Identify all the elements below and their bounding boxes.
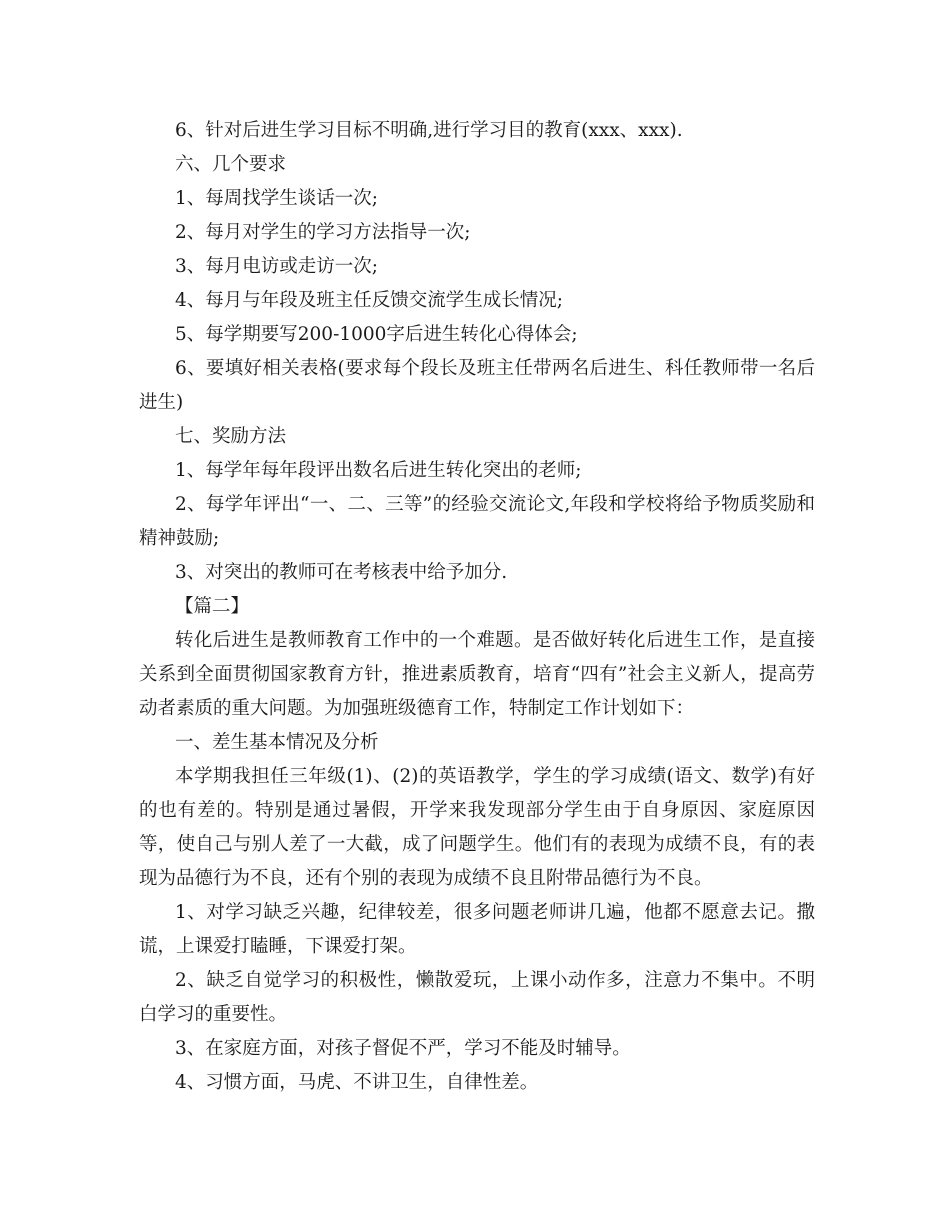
document-body	[139, 114, 815, 1100]
requirement-item-1: 1、每周找学生谈话一次;	[175, 188, 379, 209]
situation-paragraph: 本学期我担任三年级(1)、(2)的英语教学，学生的学习成绩(语文、数学)有好的也有差的。特别是通过暑假，开学来我发现部分学生由于自身原因、家庭原因等，使自己与别人差了一大截，成了问题学生。他们有的表现为成绩不良，有的表现为品德行为不良，还有个别的表现为成绩不良且附带品德行为不良。	[139, 766, 815, 889]
reward-item-3: 3、对突出的教师可在考核表中给予加分.	[175, 562, 508, 583]
analysis-item-1: 1、对学习缺乏兴趣，纪律较差，很多问题老师讲几遍，他都不愿意去记。撒谎，上课爱打瞌睡，下课爱打架。	[139, 902, 815, 957]
section-heading-basic-situation: 一、差生基本情况及分析	[175, 732, 379, 753]
requirement-item-6: 6、要填好相关表格(要求每个段长及班主任带两名后进生、科任教师带一名后进生)	[139, 358, 815, 413]
part-two-heading: 【篇二】	[175, 596, 250, 617]
paragraph-item-6-goal-education: 6、针对后进生学习目标不明确,进行学习目的教育(xxx、xxx).	[175, 120, 683, 141]
requirement-item-5: 5、每学期要写200-1000字后进生转化心得体会;	[175, 324, 578, 345]
requirement-item-4: 4、每月与年段及班主任反馈交流学生成长情况;	[175, 290, 564, 311]
requirement-item-3: 3、每月电访或走访一次;	[175, 256, 379, 277]
reward-item-1: 1、每学年每年段评出数名后进生转化突出的老师;	[175, 460, 582, 481]
analysis-item-2: 2、缺乏自觉学习的积极性，懒散爱玩，上课小动作多，注意力不集中。不明白学习的重要性。	[139, 970, 815, 1025]
section-heading-rewards: 七、奖励方法	[175, 426, 287, 447]
requirement-item-2: 2、每月对学生的学习方法指导一次;	[175, 222, 471, 243]
intro-paragraph: 转化后进生是教师教育工作中的一个难题。是否做好转化后进生工作，是直接关系到全面贯彻国家教育方针，推进素质教育，培育“四有”社会主义新人，提高劳动者素质的重大问题。为加强班级德育工作，特制定工作计划如下：	[139, 630, 815, 719]
analysis-item-4: 4、习惯方面，马虎、不讲卫生，自律性差。	[175, 1072, 539, 1093]
reward-item-2: 2、每学年评出“一、二、三等”的经验交流论文,年段和学校将给予物质奖励和精神鼓励;	[139, 494, 815, 549]
analysis-item-3: 3、在家庭方面，对孩子督促不严，学习不能及时辅导。	[175, 1038, 631, 1059]
section-heading-requirements: 六、几个要求	[175, 154, 287, 175]
